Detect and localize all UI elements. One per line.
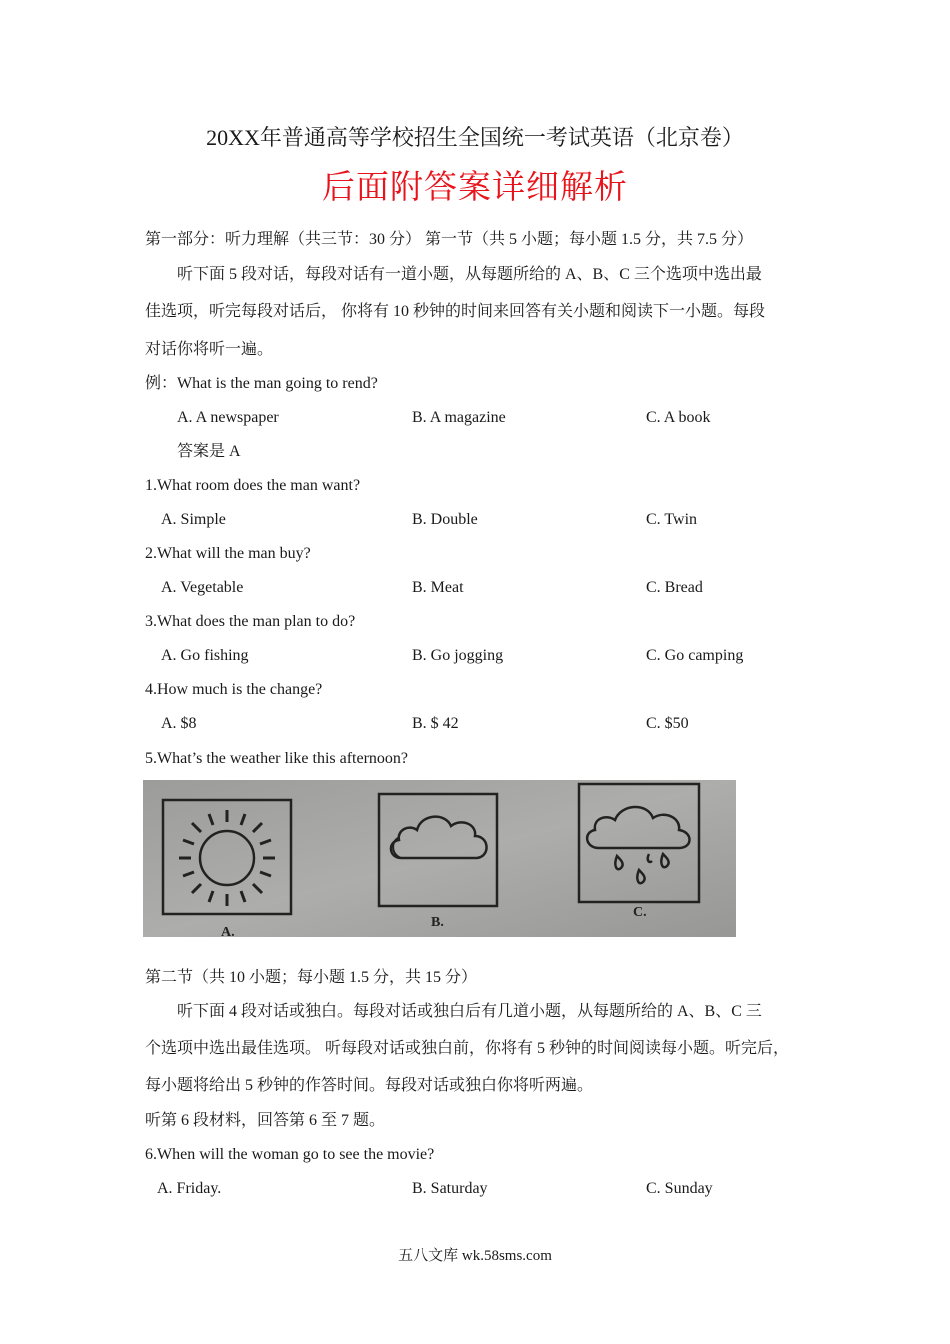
- q2-option-a: A. Vegetable: [161, 579, 244, 596]
- part1-heading: 第一部分：听力理解（共三节：30 分） 第一节（共 5 小题；每小题 1.5 分，共 7.5 分）: [145, 231, 754, 248]
- q3-option-c: C. Go camping: [646, 647, 744, 664]
- example-answer: 答案是 A: [177, 443, 241, 460]
- instruction-line: 每小题将给出 5 秒钟的作答时间。每段对话或独白你将听两遍。: [145, 1077, 594, 1094]
- q6-option-a: A. Friday.: [157, 1180, 222, 1197]
- example-option-c: C. A book: [646, 409, 711, 426]
- weather-figure: [143, 780, 736, 937]
- page-footer: 五八文库 wk.58sms.com: [398, 1248, 552, 1264]
- example-question: 例：What is the man going to rend?: [145, 375, 378, 392]
- instruction-line: 个选项中选出最佳选项。 听每段对话或独白前，你将有 5 秒钟的时间阅读每小题。听完后，: [145, 1040, 790, 1057]
- question-4: 4.How much is the change?: [145, 681, 323, 698]
- q2-option-b: B. Meat: [412, 579, 464, 596]
- q3-option-b: B. Go jogging: [412, 647, 504, 664]
- q3-option-a: A. Go fishing: [161, 647, 249, 664]
- figure-label-c: C.: [633, 905, 647, 920]
- q1-option-b: B. Double: [412, 511, 478, 528]
- question-3: 3.What does the man plan to do?: [145, 613, 356, 630]
- figure-label-b: B.: [431, 915, 444, 930]
- part2-heading: 第二节（共 10 小题；每小题 1.5 分，共 15 分）: [145, 969, 478, 986]
- figure-label-a: A.: [221, 925, 235, 937]
- document-title: 20XX年普通高等学校招生全国统一考试英语（北京卷）: [206, 125, 744, 150]
- q6-option-c: C. Sunday: [646, 1180, 713, 1197]
- q1-option-c: C. Twin: [646, 511, 698, 528]
- q4-option-c: C. $50: [646, 715, 689, 732]
- q1-option-a: A. Simple: [161, 511, 226, 528]
- question-6: 6.When will the woman go to see the movie?: [145, 1146, 435, 1163]
- example-option-a: A. A newspaper: [177, 409, 279, 426]
- q4-option-a: A. $8: [161, 715, 197, 732]
- example-option-b: B. A magazine: [412, 409, 506, 426]
- instruction-line: 佳选项，听完每段对话后， 你将有 10 秒钟的时间来回答有关小题和阅读下一小题。每段: [145, 303, 766, 320]
- question-5: 5.What’s the weather like this afternoon?: [145, 750, 409, 767]
- q6-option-b: B. Saturday: [412, 1180, 488, 1197]
- instruction-line: 听下面 4 段对话或独白。每段对话或独白后有几道小题，从每题所给的 A、B、C 三: [177, 1003, 762, 1020]
- q2-option-c: C. Bread: [646, 579, 703, 596]
- question-1: 1.What room does the man want?: [145, 477, 361, 494]
- q4-option-b: B. $ 42: [412, 715, 459, 732]
- question-2: 2.What will the man buy?: [145, 545, 311, 562]
- instruction-line: 对话你将听一遍。: [145, 341, 274, 358]
- material-note: 听第 6 段材料，回答第 6 至 7 题。: [145, 1112, 386, 1129]
- instruction-line: 听下面 5 段对话，每段对话有一道小题，从每题所给的 A、B、C 三个选项中选出最: [177, 266, 762, 283]
- document-subtitle: 后面附答案详细解析: [322, 170, 628, 206]
